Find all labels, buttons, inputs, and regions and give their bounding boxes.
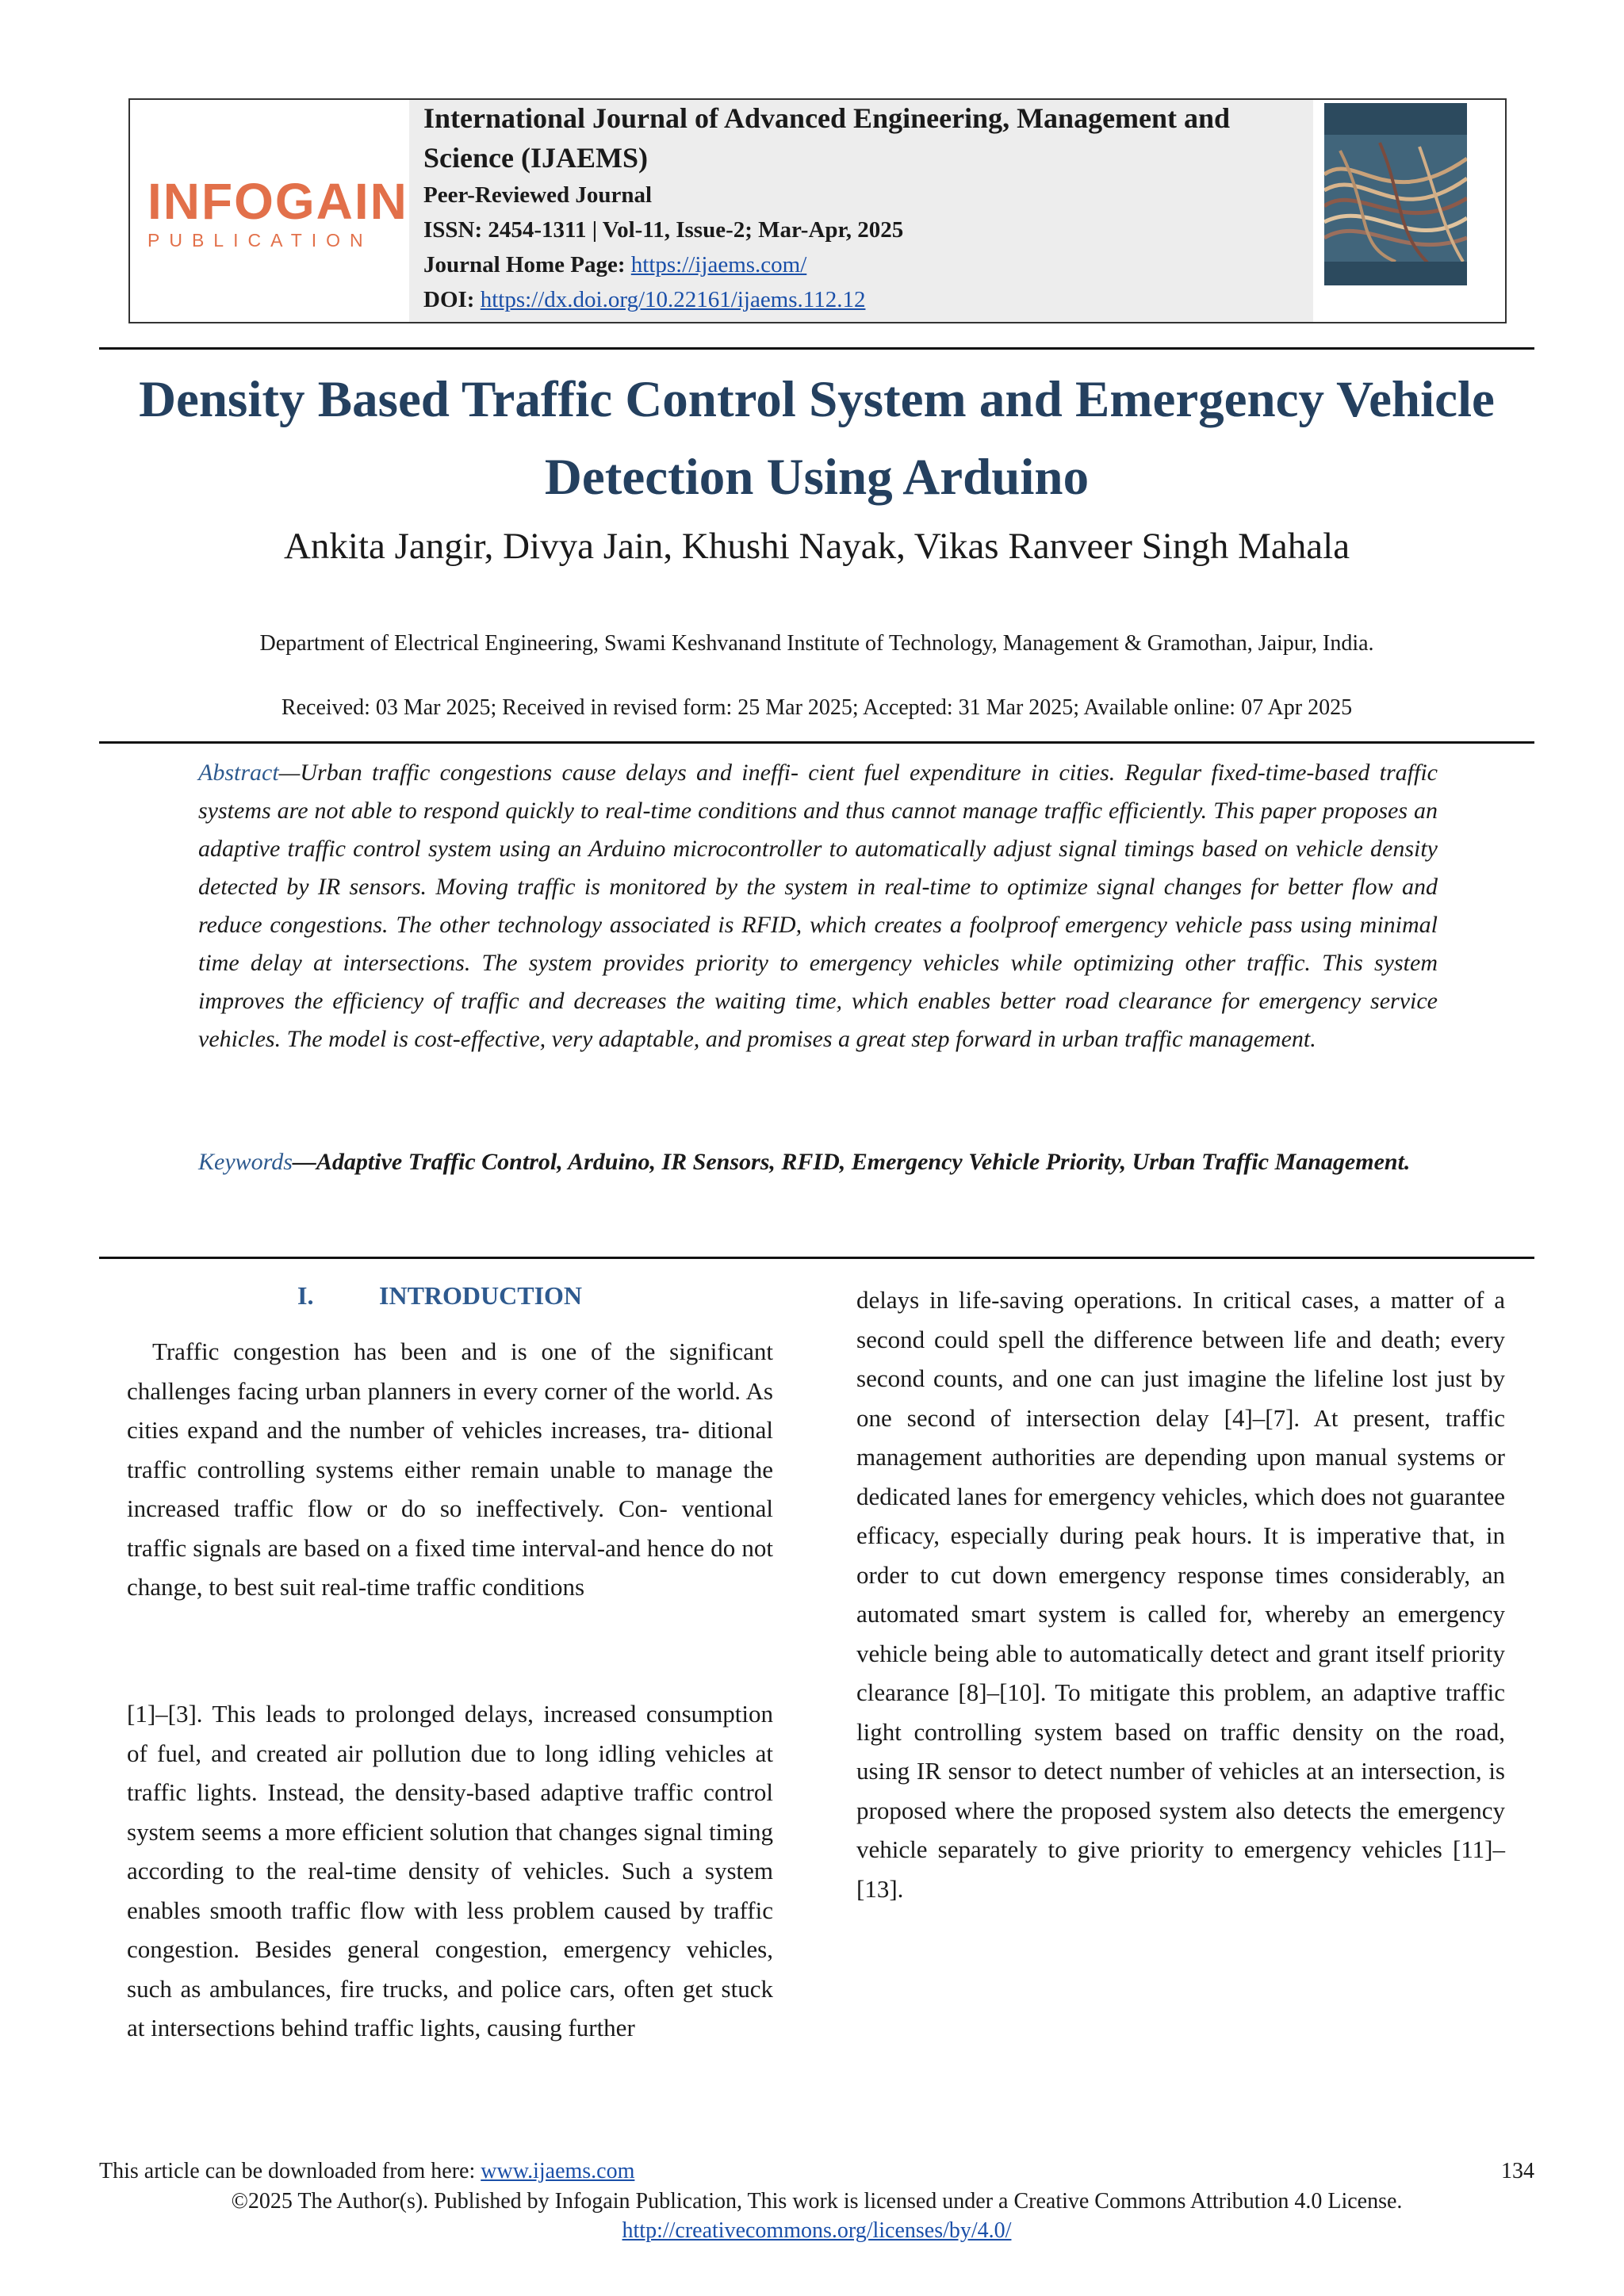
issn-line: ISSN: 2454-1311 | Vol-11, Issue-2; Mar-Apr, 2025 [423, 217, 904, 243]
footer-download-line [99, 2159, 1534, 2184]
keywords [198, 1143, 1438, 1181]
infogain-logo [147, 173, 408, 263]
intro-paragraph-3: delays in life-saving operations. In critical cases, a matter of a second could spell the difference between life and death; every second counts, and one can just imagine the lifeline lost just by one second of intersection delay [4]–[7]. At present, traffic management authorities are depending upon manual systems or dedicated lanes for emergency vehicles, which does not guarantee efficacy, especially during peak hours. It is imperative that, in order to cut down emergency response times considerably, an automated smart system is called for, whereby an emergency vehicle being able to automatically detect and grant itself priority clearance [8]–[10]. To mitigate this problem, an adaptive traffic light controlling system based on traffic density on the road, using IR sensor to detect number of vehicles at an intersection, is proposed where the proposed system also detects the emergency vehicle separately to give priority to emergency vehicles [11]–[13]. [856, 1286, 1506, 1903]
logo-subtitle: PUBLICATION [147, 230, 373, 251]
logo-wordmark: INFOGAIN [147, 173, 408, 230]
section-number: I. [297, 1281, 314, 1310]
keywords-label: Keywords [198, 1149, 293, 1175]
peer-reviewed-label: Peer-Reviewed Journal [423, 182, 653, 208]
article-authors: Ankita Jangir, Divya Jain, Khushi Nayak, Vikas Ranveer Singh Mahala [283, 526, 1350, 567]
journal-info [423, 98, 1304, 317]
page-number: 134 [1501, 2159, 1534, 2183]
homepage-line [423, 247, 1304, 282]
keywords-dash: — [292, 1149, 316, 1175]
abstract-top-rule [99, 741, 1534, 744]
doi-link[interactable]: https://dx.doi.org/10.22161/ijaems.112.12 [480, 287, 866, 312]
header-rule [99, 347, 1534, 350]
cover-art [1324, 103, 1467, 285]
section-title: INTRODUCTION [379, 1281, 583, 1310]
abstract-text: Urban traffic congestions cause delays and ineffi- cient fuel expenditure in cities. Regular fixed-time-based traffic systems are not able to respond quickly to real-time conditions and thus cannot manage traffic efficiently. This paper proposes an adaptive traffic control system using an Arduino microcontroller to automatically adjust signal timings based on vehicle density detected by IR sensors. Moving traffic is monitored by the system in real-time to optimize signal changes for better flow and reduce congestions. The other technology associated is RFID, which creates a foolproof emergency vehicle pass using minimal time delay at intersections. The system provides priority to emergency vehicles while optimizing other traffic. This system improves the efficiency of traffic and decreases the waiting time, which enables better road clearance for emergency service vehicles. The model is cost-effective, very adaptable, and promises a great step forward in urban traffic management. [198, 760, 1438, 1052]
journal-cover-image [1324, 103, 1467, 285]
abstract-dash: — [278, 760, 301, 786]
article-title: Density Based Traffic Control System and Emergency Vehicle Detection Using Arduino [139, 371, 1495, 506]
homepage-label: Journal Home Page: [423, 252, 626, 277]
doi-label: DOI: [423, 287, 475, 312]
abstract [198, 754, 1438, 1058]
doi-line [423, 282, 1304, 317]
intro-paragraph-2: [1]–[3]. This leads to prolonged delays, increased consumption of fuel, and created air pollution due to long idling vehicles at traffic lights. Instead, the density-based adaptive traffic control system seems a more efficient solution that changes signal timing according to the real-time density of vehicles. Such a system enables smooth traffic flow with less problem caused by traffic congestion. Besides general congestion, emergency vehicles, such as ambulances, fire trucks, and police cars, often get stuck at intersections behind traffic lights, causing further [127, 1700, 773, 2042]
footer-license-link[interactable]: http://creativecommons.org/licenses/by/4.0/ [622, 2218, 1012, 2243]
article-dates: Received: 03 Mar 2025; Received in revised form: 25 Mar 2025; Accepted: 31 Mar 2025; Available online: 07 Apr 2025 [281, 695, 1353, 720]
intro-paragraph-1: Traffic congestion has been and is one of the significant challenges facing urban planners in every corner of the world. As cities expand and the number of vehicles increases, tra- ditional traffic controlling systems either remain unable to manage the increased traffic flow or do so ineffectively. Con- ventional traffic signals are based on a fixed time interval-and hence do not change, to best suit real-time traffic conditions [127, 1337, 773, 1601]
author-affiliation: Department of Electrical Engineering, Swami Keshvanand Institute of Technology, Management & Gramothan, Jaipur, India. [259, 631, 1374, 656]
abstract-bottom-rule [99, 1257, 1534, 1259]
keywords-text: Adaptive Traffic Control, Arduino, IR Sensors, RFID, Emergency Vehicle Priority, Urban Traffic Management. [316, 1149, 1411, 1175]
footer-download-link[interactable]: www.ijaems.com [481, 2159, 635, 2183]
homepage-link[interactable]: https://ijaems.com/ [630, 252, 807, 277]
footer-download-text: This article can be downloaded from here: [99, 2159, 476, 2183]
abstract-label: Abstract [198, 760, 279, 786]
journal-title: International Journal of Advanced Engineering, Management and Science (IJAEMS) [423, 102, 1231, 174]
footer-license-text: ©2025 The Author(s). Published by Infogain Publication, This work is licensed under a Creative Commons Attribution 4.0 License. [231, 2189, 1403, 2214]
